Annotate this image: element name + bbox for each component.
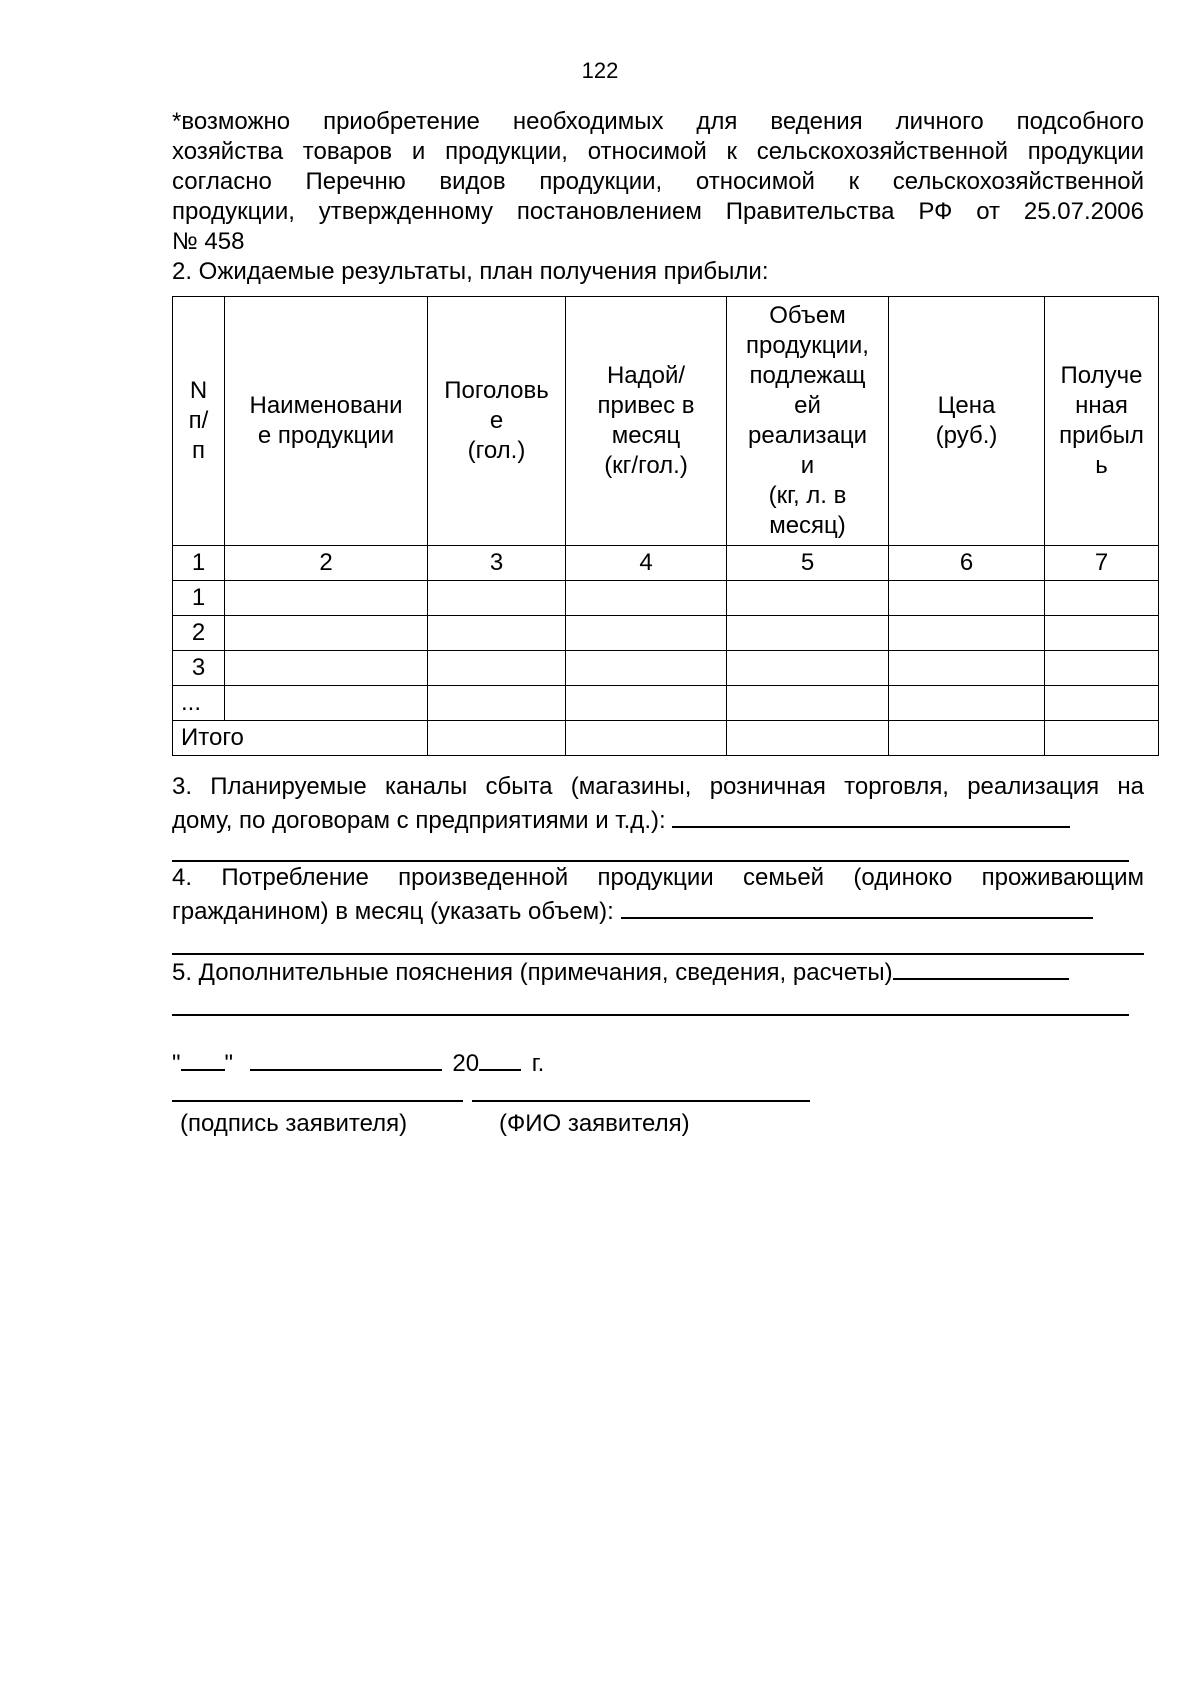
table-cell[interactable] xyxy=(1045,686,1159,721)
table-cell[interactable] xyxy=(225,616,428,651)
column-number-row xyxy=(173,546,1159,581)
family-consumption-field[interactable] xyxy=(621,893,1093,919)
table-cell[interactable] xyxy=(1045,721,1159,756)
table-cell[interactable] xyxy=(428,721,566,756)
table-cell[interactable] xyxy=(428,686,566,721)
header-row xyxy=(173,297,1159,546)
additional-notes-field[interactable] xyxy=(893,954,1069,980)
sales-channels-field[interactable] xyxy=(672,802,1070,828)
table-cell[interactable] xyxy=(727,616,889,651)
header-cell-number: N п/ п xyxy=(173,297,225,546)
row-number: 3 xyxy=(173,651,225,686)
year-prefix: 20 xyxy=(452,1050,480,1077)
column-number: 1 xyxy=(173,546,225,581)
table-cell[interactable] xyxy=(428,616,566,651)
header-cell-yield: Надой/ привес в месяц (кг/гол.) xyxy=(566,297,727,546)
full-name-field[interactable] xyxy=(472,1100,810,1102)
table-cell[interactable] xyxy=(428,651,566,686)
date-open-quote: " xyxy=(172,1050,181,1077)
table-row xyxy=(173,651,1159,686)
header-cell-product: Наименовани е продукции xyxy=(225,297,428,546)
section3-line: 3. Планируемые каналы сбыта (магазины, розничная торговля, реализация на xyxy=(172,773,1144,800)
table-cell[interactable] xyxy=(727,581,889,616)
section3 xyxy=(172,772,1144,836)
footnote-line: хозяйства товаров и продукции, относимой к сельскохозяйственной продукции xyxy=(172,138,1144,165)
sales-channels-field-line2[interactable] xyxy=(172,860,1129,862)
page-number: 122 xyxy=(581,58,619,83)
table-cell[interactable] xyxy=(889,581,1045,616)
footnote-line: *возможно приобретение необходимых для ведения личного подсобного xyxy=(172,108,1144,135)
table-cell[interactable] xyxy=(566,581,727,616)
table-cell[interactable] xyxy=(225,581,428,616)
table-cell[interactable] xyxy=(889,616,1045,651)
table-cell[interactable] xyxy=(428,581,566,616)
table-cell[interactable] xyxy=(889,721,1045,756)
table-cell[interactable] xyxy=(1045,616,1159,651)
column-number: 2 xyxy=(225,546,428,581)
total-row xyxy=(173,721,1159,756)
column-number: 6 xyxy=(889,546,1045,581)
table-cell[interactable] xyxy=(566,686,727,721)
header-cell-volume: Объем продукции, подлежащ ей реализаци и (кг, л. в месяц) xyxy=(727,297,889,546)
results-table xyxy=(172,296,1159,756)
row-number: ... xyxy=(173,686,225,721)
table-cell[interactable] xyxy=(566,651,727,686)
header-cell-price: Цена (руб.) xyxy=(889,297,1045,546)
section2-title: 2. Ожидаемые результаты, план получения прибыли: xyxy=(172,258,769,285)
table-cell[interactable] xyxy=(1045,651,1159,686)
column-number: 5 xyxy=(727,546,889,581)
signature-field[interactable] xyxy=(172,1100,463,1102)
column-number: 4 xyxy=(566,546,727,581)
header-cell-headcount: Поголовь е (гол.) xyxy=(428,297,566,546)
total-label: Итого xyxy=(173,721,428,756)
date-close-quote: " xyxy=(224,1050,234,1077)
signature-caption: (подпись заявителя) xyxy=(180,1110,408,1137)
header-cell-profit: Получе нная прибыл ь xyxy=(1045,297,1159,546)
table-cell[interactable] xyxy=(727,686,889,721)
table-cell[interactable] xyxy=(1045,581,1159,616)
year-field[interactable] xyxy=(479,1045,521,1071)
footnote-line: продукции, утвержденному постановлением Правительства РФ от 25.07.2006 xyxy=(172,198,1144,225)
table-cell[interactable] xyxy=(889,686,1045,721)
table-row xyxy=(173,616,1159,651)
table-cell[interactable] xyxy=(225,686,428,721)
section5 xyxy=(172,954,1144,988)
section4 xyxy=(172,863,1144,927)
table-cell[interactable] xyxy=(566,616,727,651)
table-row xyxy=(173,686,1159,721)
table-row xyxy=(173,581,1159,616)
table-cell[interactable] xyxy=(727,721,889,756)
section5-line: 5. Дополнительные пояснения (примечания, сведения, расчеты) xyxy=(172,959,893,986)
table-cell[interactable] xyxy=(566,721,727,756)
column-number: 3 xyxy=(428,546,566,581)
year-suffix: г. xyxy=(531,1050,545,1077)
section4-line: 4. Потребление произведенной продукции семьей (одиноко проживающим xyxy=(172,864,1144,891)
day-field[interactable] xyxy=(181,1045,225,1071)
footnote xyxy=(172,107,1144,257)
additional-notes-field-line2[interactable] xyxy=(172,1014,1129,1016)
full-name-caption: (ФИО заявителя) xyxy=(499,1110,690,1137)
date-line xyxy=(172,1045,1144,1079)
row-number: 1 xyxy=(173,581,225,616)
footnote-line: согласно Перечню видов продукции, относимой к сельскохозяйственной xyxy=(172,168,1144,195)
table-cell[interactable] xyxy=(889,651,1045,686)
column-number: 7 xyxy=(1045,546,1159,581)
row-number: 2 xyxy=(173,616,225,651)
section3-line: дому, по договорам с предприятиями и т.д.): xyxy=(172,807,666,834)
month-field[interactable] xyxy=(250,1045,442,1071)
footnote-line: № 458 xyxy=(172,228,245,255)
table-cell[interactable] xyxy=(727,651,889,686)
table-cell[interactable] xyxy=(225,651,428,686)
section4-line: гражданином) в месяц (указать объем): xyxy=(172,898,614,925)
